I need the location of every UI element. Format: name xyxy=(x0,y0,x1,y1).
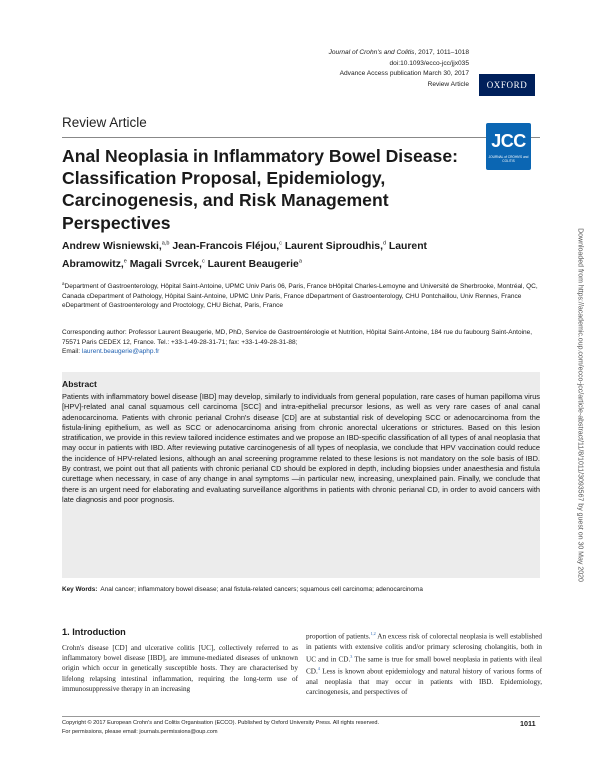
author-list xyxy=(62,237,492,273)
oxford-logo: OXFORD xyxy=(479,74,535,96)
journal-access: Advance Access publication March 30, 2017 xyxy=(339,70,469,78)
copyright-line: Copyright © 2017 European Crohn's and Colitis Organisation (ECCO). Published by Oxford University Press. All rights reserved. xyxy=(62,720,380,726)
journal-name: Journal of Crohn's and Colitis xyxy=(328,49,415,56)
footer-divider xyxy=(62,716,540,717)
author[interactable]: Laurent Abramowitz,$^e$ xyxy=(62,241,428,271)
keywords xyxy=(62,585,540,594)
journal-doi[interactable]: doi:10.1093/ecco-jcc/jjx035 xyxy=(389,59,469,67)
article-title: Anal Neoplasia in Inflammatory Bowel Disease: Classification Proposal, Epidemiology, Carcinogenesis, and Risk Management Perspectives xyxy=(62,146,458,233)
affiliations: $^a$Department of Gastroenterology, Hôpital Saint-Antoine, UPMC Univ Paris 06, Paris, France bHôpital Charles-Lemoyne and Université de Sherbrooke, Montréal, QC, Canada cDepartment of Pathology, Hôpital Saint-Antoine, UPMC Univ Paris, France dDepartment of Gastroenterology, CHU Pontchaillou, Univ Rennes, France eDepartment of Gastroenterology and Proctology, CHU Bichat, Paris, France xyxy=(62,281,538,310)
abstract-heading: Abstract xyxy=(62,379,97,389)
author[interactable]: Andrew Wisniewski,$^{a,b}$ xyxy=(62,241,170,253)
journal-article-type: Review Article xyxy=(427,80,469,88)
author[interactable]: Jean-Francois Fléjou,$^c$ xyxy=(172,241,282,253)
journal-citation: , 2017, 1011–1018 xyxy=(414,49,469,56)
author[interactable]: Laurent Siproudhis,$^d$ xyxy=(284,241,387,253)
jcc-logo-subtitle: JOURNAL of CROHN'S and COLITIS xyxy=(488,155,529,163)
permissions-line: For permissions, please email: journals.permissions@oup.com xyxy=(62,729,218,735)
page-number: 1011 xyxy=(520,719,536,728)
citation-ref[interactable]: 3 xyxy=(350,653,353,659)
email-label: Email: xyxy=(62,348,81,356)
author[interactable]: Laurent Beaugerie$^a$ xyxy=(207,258,302,271)
author[interactable]: Magali Svrcek,$^c$ xyxy=(129,258,205,271)
journal-info xyxy=(329,48,469,90)
citation-ref[interactable]: 4 xyxy=(317,666,320,672)
jcc-logo-letters: JCC xyxy=(491,131,526,151)
citation-ref[interactable]: 1,2 xyxy=(370,631,376,636)
intro-column-left: Crohn's disease [CD] and ulcerative colitis [UC], collectively referred to as inflammatory bowel disease [IBD], are immune-mediated diseases of unknown origin which occur in genetically susceptible hosts. They are characterised by lifelong relapsing intestinal inflammation, requiring the long-term use of immunosuppressive therapy in an increasing xyxy=(62,644,298,693)
header-divider xyxy=(62,137,540,138)
jcc-logo xyxy=(486,123,531,170)
keywords-text: Anal cancer; inflammatory bowel disease; anal fistula-related cancers; squamous cell carcinoma; adenocarcinoma xyxy=(100,586,423,593)
section-label: Review Article xyxy=(62,115,147,130)
email-link[interactable]: laurent.beaugerie@aphp.fr xyxy=(81,348,160,356)
download-watermark: Downloaded from https://academic.oup.com/ecco-jcc/article-abstract/11/8/1011/3093567 by guest on 30 May 2020 xyxy=(576,228,584,582)
intro-column-right: proportion of patients.$^{1,2}$ An excess risk of colorectal neoplasia is well established in patients with extensive colitis and/or primary sclerosing cholangitis, both in UC and in CD.$^3$ The same is true for small bowel neoplasia in patients with ileal CD.$^4$ Less is known about epidemiology and natural history of various forms of anal neoplasia that may occur in patients with IBD. Epidemiology, carcinogenesis, and perspectives of xyxy=(306,631,543,697)
keywords-label: Key Words: xyxy=(62,586,98,593)
intro-heading: 1. Introduction xyxy=(62,627,126,637)
corresponding-author: Corresponding author: Professor Laurent Beaugerie, MD, PhD, Service de Gastroentérologie et Nutrition, Hôpital Saint-Antoine, 184 rue du faubourg Saint-Antoine, 75571 Paris CEDEX 12, France. Tel.: +33-1-49-28-31-71; fax: +33-1-49-28-31-88; Email: laurent.beaugerie@aphp.fr xyxy=(62,329,533,356)
abstract-text: Patients with inflammatory bowel disease [IBD] may develop, similarly to individuals from general population, rare cases of human papilloma virus [HPV]-related anal canal squamous cell carcinoma [SCC] and intra-epithelial precursor lesions, as well as very rare cases of anal canal adenocarcinoma. Patients with chronic perianal Crohn's disease [CD] are at substantial risk of developing SCC or adenocarcinoma from the fistula-lining epithelium, as well as SCC or adenocarcinoma arising from chronic anorectal ulcerations or strictures. Based on this lesion stratification, we provide in this review tailored incidence estimates and we propose an IBD-specific classification of all types of anal neoplasia that may occur in patients with IBD. After reviewing putative carcinogenesis of all types of neoplasia, we conclude that HPV vaccination could reduce the incidence of HPV-related lesions, although an anal screening programme related to these lesions is not mandatory on the sole basis of IBD. By contrast, we point out that all patients with chronic perianal CD should be explored in depth, including biopsies under anaesthesia and fistula curettage when necessary, in case of any change in anal symptoms —in particular new, increasing, unexplained pain. Finally, we conclude that there is an urgent need for elaborating and evaluating surveillance algorithms in patients with chronic perianal CD, in order to avoid cancers with late diagnosis and poor prognosis. xyxy=(62,392,540,504)
copyright xyxy=(62,719,482,737)
